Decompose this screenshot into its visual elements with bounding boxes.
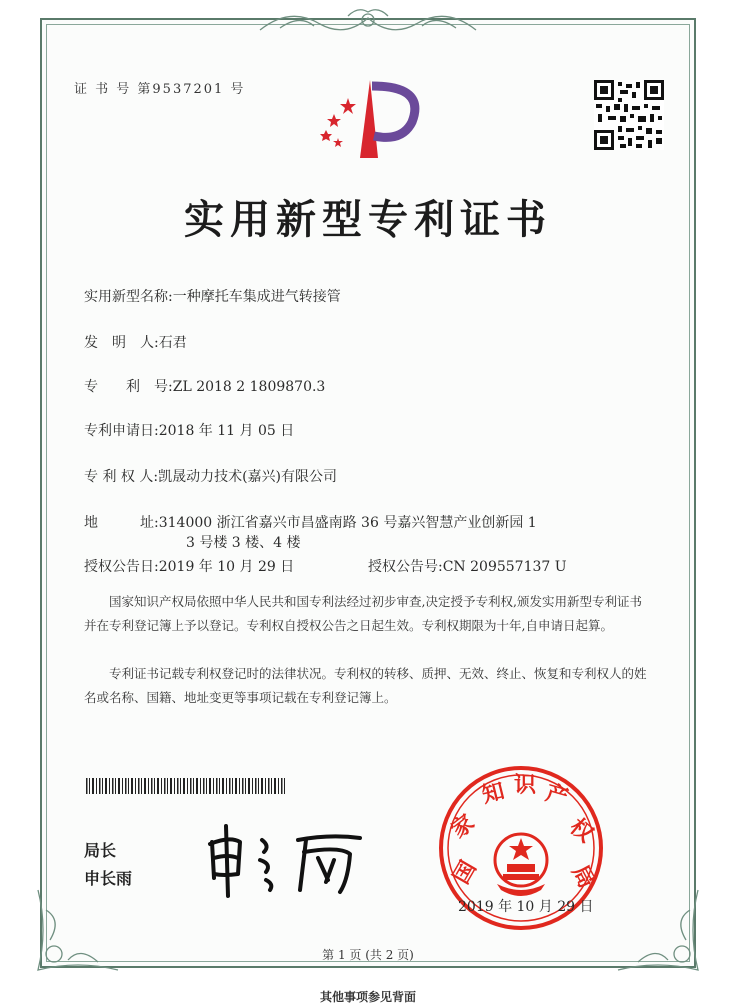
announce-date-label: 授权公告日:: [84, 559, 159, 575]
patent-number-row: [84, 376, 325, 396]
svg-text:国: 国: [449, 856, 482, 889]
filing-date-value: 2018 年 11 月 05 日: [158, 423, 295, 439]
signer-role: 局长: [84, 841, 117, 860]
footer-note: 其他事项参见背面: [319, 990, 416, 1004]
top-ornament-icon: [250, 4, 486, 38]
svg-text:局: 局: [566, 861, 599, 893]
svg-text:识: 识: [513, 773, 537, 798]
announce-date-value: 2019 年 10 月 29 日: [158, 559, 295, 575]
address-line2: 3 号楼 3 楼、4 楼: [186, 535, 301, 551]
cnipa-logo-icon: [308, 76, 428, 162]
patent-number-label: 专 利 号:: [84, 379, 173, 395]
page-number: 第 1 页 (共 2 页): [322, 948, 414, 962]
legal-status-statement: [84, 662, 652, 710]
grant-paragraph: 国家知识产权局依照中华人民共和国专利法经过初步审查,决定授予专利权,颁发实用新型专利证书并在专利登记簿上予以登记。专利权自授权公告之日起生效。专利权期限为十年,自申请日起算。: [84, 594, 642, 633]
patentee-value: 凯晟动力技术(嘉兴)有限公司: [158, 469, 338, 485]
certificate-number: 证 书 号 第9537201 号: [74, 82, 246, 97]
certificate-title: 实用新型专利证书: [184, 196, 552, 243]
svg-text:产: 产: [542, 780, 571, 811]
bottom-left-ornament-icon: [28, 880, 128, 980]
signer-name: 申长雨: [84, 869, 133, 888]
svg-text:权: 权: [564, 814, 598, 848]
svg-text:家: 家: [446, 810, 480, 844]
inventor-value: 石君: [158, 335, 187, 351]
bottom-right-ornament-icon: [608, 880, 708, 980]
filing-date-label: 专利申请日:: [84, 423, 159, 439]
filing-date-row: [84, 420, 294, 440]
svg-text:知: 知: [479, 778, 508, 809]
grant-statement: [84, 590, 652, 638]
address-row: [84, 512, 537, 532]
address-label: 地 址:: [84, 515, 159, 531]
design-name-row: [84, 286, 341, 306]
design-name-value: 一种摩托车集成进气转接管: [172, 289, 341, 305]
announce-number-label: 授权公告号:: [368, 559, 443, 575]
qr-code-icon: [594, 80, 664, 150]
seal-date: 2019 年 10 月 29 日: [458, 899, 594, 915]
patentee-row: [84, 466, 337, 486]
announce-number-value: CN 209557137 U: [442, 559, 567, 575]
legal-paragraph: 专利证书记载专利权登记时的法律状况。专利权的转移、质押、无效、终止、恢复和专利权人的姓名或名称、国籍、地址变更等事项记载在专利登记簿上。: [84, 666, 647, 705]
signature-icon: [200, 820, 370, 900]
patent-number-value: ZL 2018 2 1809870.3: [172, 379, 326, 395]
announce-date-row: [84, 556, 294, 576]
inventor-row: [84, 332, 187, 352]
barcode-icon: [86, 778, 286, 794]
inventor-label: 发 明 人:: [84, 335, 159, 351]
patentee-label: 专 利 权 人:: [84, 469, 159, 485]
design-name-label: 实用新型名称:: [84, 289, 173, 305]
address-line1: 314000 浙江省嘉兴市昌盛南路 36 号嘉兴智慧产业创新园 1: [158, 515, 537, 531]
announce-number-row: [368, 556, 567, 576]
